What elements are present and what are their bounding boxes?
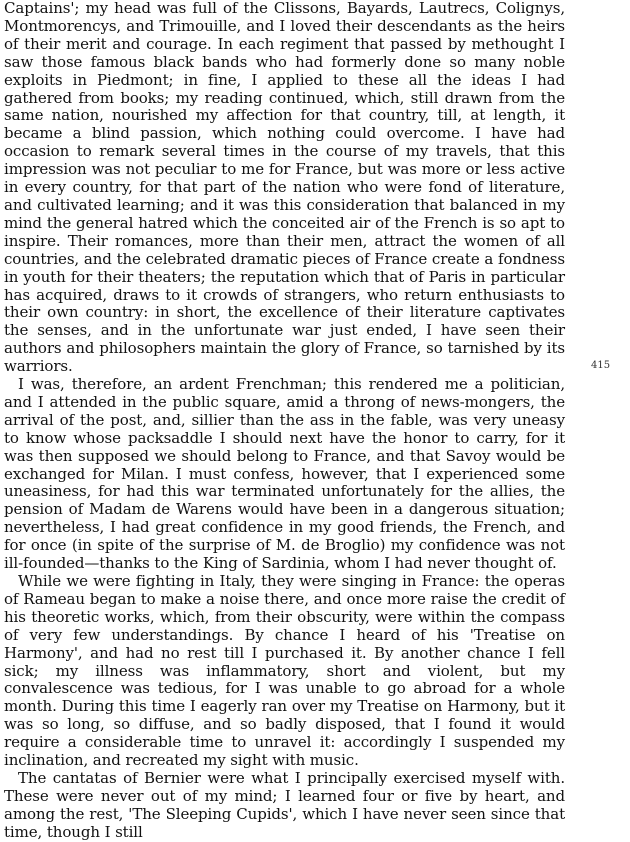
paragraph-bernier-cantatas: The cantatas of Bernier were what I principally exercised myself with. These were never out of my mind; I learned four or five by heart, and among the rest, 'The Sleeping Cupids', which I have never seen since that time, though I still bbox=[4, 768, 565, 841]
paragraph-ardent-frenchman: I was, therefore, an ardent Frenchman; this rendered me a politician, and I attended in the public square, amid a throng of news-mongers, the arrival of the post, and, sillier than the ass in the fable, was very uneasy to know whose packsaddle I should next have the honor to carry, for it was then supposed we should belong to France, and that Savoy would be exchanged for Milan. I must confess, however, that I experienced some uneasiness, for had this war terminated unfortunately for the allies, the pension of Madam de Warens would have been in a dangerous situation; nevertheless, I had great confidence in my good friends, the French, and for once (in spite of the surprise of M. de Broglio) my confidence was not ill-founded—thanks to the King of Sardinia, whom I had never thought of. bbox=[4, 375, 565, 573]
margin-page-number: 415 bbox=[591, 360, 611, 371]
book-page-text bbox=[4, 0, 565, 842]
paragraph-rameau-treatise: While we were fighting in Italy, they were singing in France: the operas of Rameau began to make a noise there, and once more raise the credit of his theoretic works, which, from their obscurity, were within the compass of very few understandings. By chance I heard of his 'Treatise on Harmony', and had no rest till I purchased it. By another chance I fell sick; my illness was inflammatory, short and violent, but my convalescence was tedious, for I was unable to go abroad for a whole month. During this time I eagerly ran over my Treatise on Harmony, but it was so long, so diffuse, and so badly disposed, that I found it would require a considerable time to unravel it: accordingly I suspended my inclination, and recreated my sight with music. bbox=[4, 572, 565, 770]
paragraph-french-admiration: Captains'; my head was full of the Clissons, Bayards, Lautrecs, Colignys, Montmorencys, and Trimouille, and I loved their descendants as the heirs of their merit and courage. In each regiment that passed by methought I saw those famous black bands who had formerly done so many noble exploits in Piedmont; in fine, I applied to these all the ideas I had gathered from books; my reading continued, which, still drawn from the same nation, nourished my affection for that country, till, at length, it became a blind passion, which nothing could overcome. I have had occasion to remark several times in the course of my travels, that this impression was not peculiar to me for France, but was more or less active in every country, for that part of the nation who were fond of literature, and cultivated learning; and it was this consideration that balanced in my mind the general hatred which the conceited air of the French is so apt to inspire. Their romances, more than their men, attract the women of all countries, and the celebrated dramatic pieces of France create a fondness in youth for their theaters; the reputation which that of Paris in particular has acquired, draws to it crowds of strangers, who return enthusiasts to their own country: in short, the excellence of their literature captivates the senses, and in the unfortunate war just ended, I have seen their authors and philosophers maintain the glory of France, so tarnished by its warriors. bbox=[4, 0, 565, 376]
